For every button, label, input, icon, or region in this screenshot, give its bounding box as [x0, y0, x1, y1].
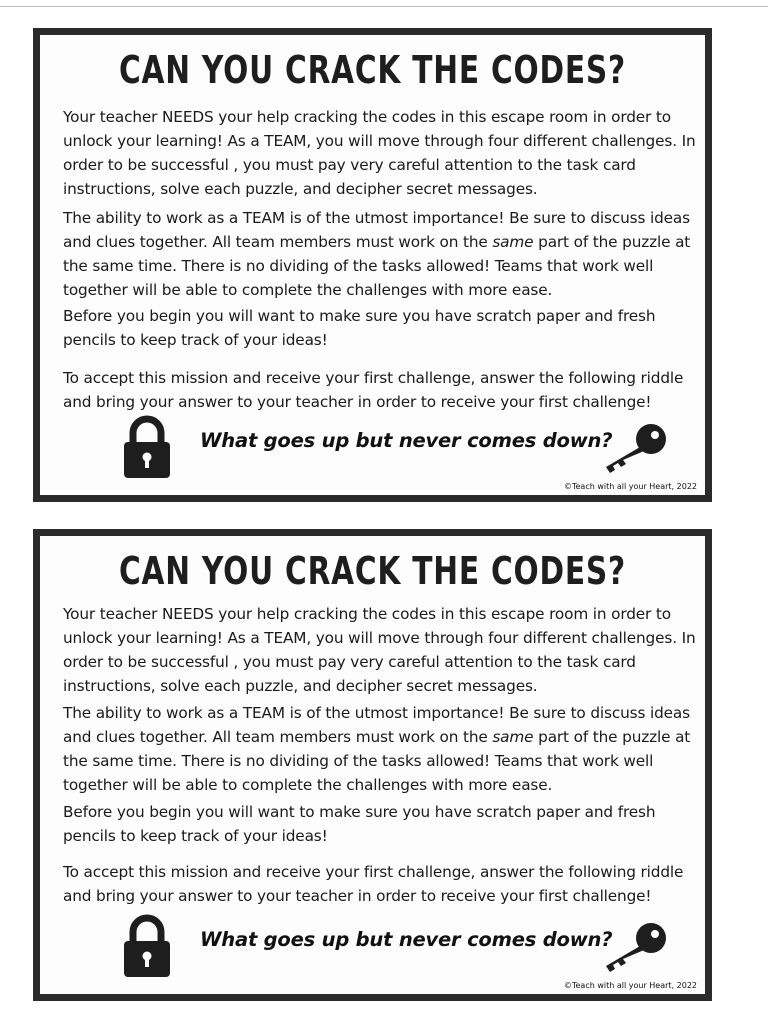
- mission-text: To accept this mission and receive your first challenge, answer the following riddle and bring your answer to your teacher in order to receive your first challenge!: [63, 863, 684, 905]
- riddle-row: [40, 415, 705, 485]
- key-icon: [600, 421, 670, 475]
- teamwork-emphasis: same: [492, 233, 534, 251]
- mission-text: To accept this mission and receive your first challenge, answer the following riddle and bring your answer to your teacher in order to receive your first challenge!: [63, 369, 684, 411]
- mission-paragraph: [63, 366, 703, 414]
- teamwork-text: [63, 701, 703, 797]
- mission-card-2: [33, 529, 712, 1001]
- teamwork-paragraph: [63, 206, 703, 302]
- intro-text: Your teacher NEEDS your help cracking the codes in this escape room in order to unlock your learning! As a TEAM, you will move through four different challenges. In order to be successful , you must pay very careful attention to the task card instructions, solve each puzzle, and decipher secret messages.: [63, 605, 696, 695]
- mission-card-1: [33, 28, 712, 502]
- riddle-row: [40, 914, 705, 984]
- scan-top-rule: [0, 6, 768, 7]
- mission-paragraph: [63, 860, 703, 908]
- teamwork-emphasis: same: [492, 728, 534, 746]
- intro-text: Your teacher NEEDS your help cracking the codes in this escape room in order to unlock your learning! As a TEAM, you will move through four different challenges. In order to be successful , you must pay very careful attention to the task card instructions, solve each puzzle, and decipher secret messages.: [63, 108, 696, 198]
- teamwork-text-end: part of the puzzle at the same time. There is no dividing of the tasks allowed! Teams that work well together will be able to complete the challenges with more ease.: [63, 233, 691, 299]
- padlock-icon: [122, 914, 172, 978]
- key-icon: [600, 920, 670, 974]
- intro-paragraph: [63, 105, 703, 201]
- riddle-question: What goes up but never comes down?: [200, 429, 613, 452]
- teamwork-text-start: The ability to work as a TEAM is of the utmost importance! Be sure to discuss ideas and clues together. All team members must work on the: [63, 209, 690, 251]
- card-title: CAN YOU CRACK THE CODES?: [118, 48, 627, 92]
- copyright-note: ©Teach with all your Heart, 2022: [563, 981, 697, 990]
- riddle-question: What goes up but never comes down?: [200, 928, 613, 951]
- card-title: CAN YOU CRACK THE CODES?: [118, 549, 627, 593]
- supplies-text: Before you begin you will want to make sure you have scratch paper and fresh pencils to keep track of your ideas!: [63, 803, 656, 845]
- intro-paragraph: [63, 602, 703, 698]
- supplies-paragraph: [63, 800, 703, 848]
- teamwork-text: [63, 206, 703, 302]
- padlock-icon: [122, 415, 172, 479]
- supplies-text: Before you begin you will want to make sure you have scratch paper and fresh pencils to keep track of your ideas!: [63, 307, 656, 349]
- teamwork-text-end: part of the puzzle at the same time. There is no dividing of the tasks allowed! Teams that work well together will be able to complete the challenges with more ease.: [63, 728, 691, 794]
- supplies-paragraph: [63, 304, 703, 352]
- teamwork-paragraph: [63, 701, 703, 797]
- teamwork-text-start: The ability to work as a TEAM is of the utmost importance! Be sure to discuss ideas and clues together. All team members must work on the: [63, 704, 690, 746]
- copyright-note: ©Teach with all your Heart, 2022: [563, 482, 697, 491]
